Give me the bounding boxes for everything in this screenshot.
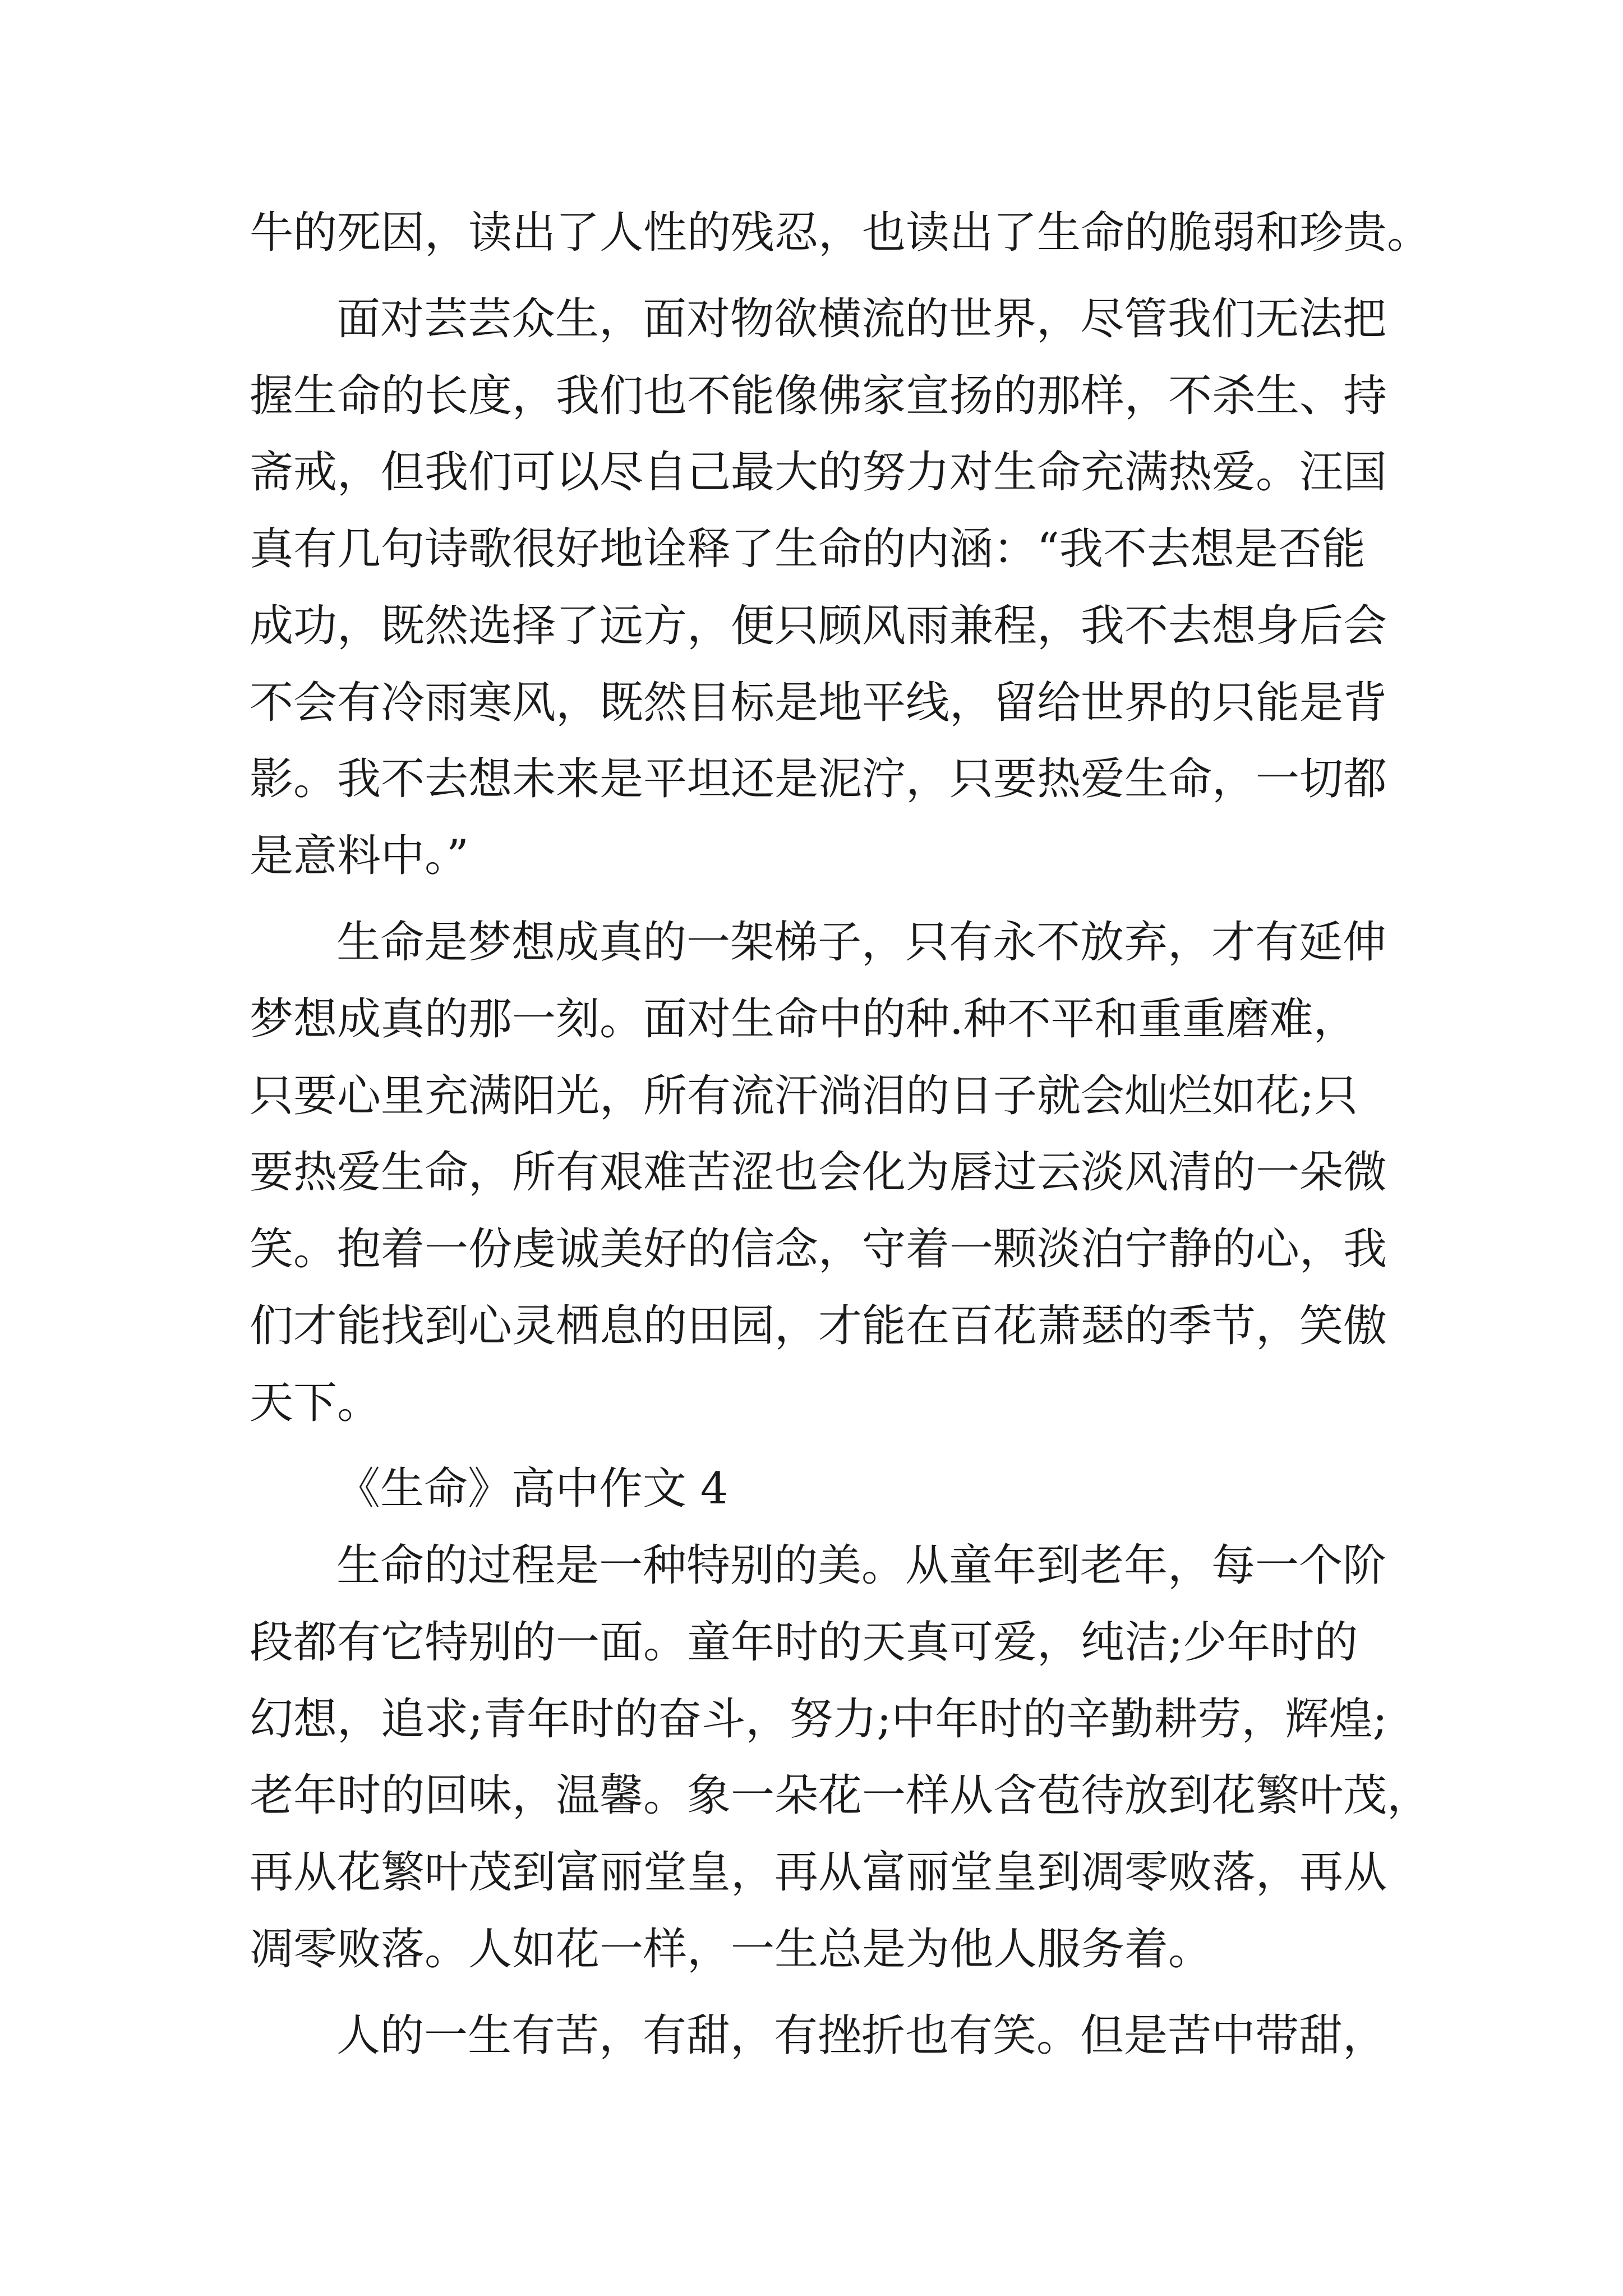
paragraph-first-line: 人的一生有苦，有甜，有挫折也有笑。但是苦中带甜，: [336, 2010, 1387, 2061]
text-line: 们才能找到心灵栖息的田园，才能在百花萧瑟的季节，笑傲: [250, 1301, 1387, 1351]
text-line: 再从花繁叶茂到富丽堂皇，再从富丽堂皇到凋零败落，再从: [250, 1847, 1387, 1898]
text-line: 天下。: [250, 1378, 381, 1428]
text-line: 只要心里充满阳光，所有流汗淌泪的日子就会灿烂如花;只: [250, 1071, 1358, 1121]
text-line: 真有几句诗歌很好地诠释了生命的内涵：“我不去想是否能: [250, 524, 1366, 574]
text-line: 老年时的回味，温馨。象一朵花一样从含苞待放到花繁叶茂，: [250, 1770, 1431, 1821]
text-line: 牛的死因，读出了人性的残忍，也读出了生命的脆弱和珍贵。: [250, 208, 1431, 258]
paragraph-first-line: 生命是梦想成真的一架梯子，只有永不放弃，才有延伸: [336, 917, 1387, 968]
text-line: 要热爱生命，所有艰难苦涩也会化为唇过云淡风清的一朵微: [250, 1147, 1387, 1198]
text-line: 是意料中。”: [250, 831, 469, 881]
text-line: 笑。抱着一份虔诚美好的信念，守着一颗淡泊宁静的心，我: [250, 1224, 1387, 1274]
text-line: 梦想成真的那一刻。面对生命中的种.种不平和重重磨难，: [250, 994, 1357, 1045]
text-line: 影。我不去想未来是平坦还是泥泞，只要热爱生命，一切都: [250, 754, 1387, 804]
text-line: 成功，既然选择了远方，便只顾风雨兼程，我不去想身后会: [250, 601, 1387, 651]
text-line: 握生命的长度，我们也不能像佛家宣扬的那样，不杀生、持: [250, 371, 1387, 421]
text-line: 凋零败落。人如花一样，一生总是为他人服务着。: [250, 1924, 1212, 1975]
paragraph-first-line: 生命的过程是一种特别的美。从童年到老年，每一个阶: [336, 1540, 1387, 1591]
text-line: 不会有冷雨寒风，既然目标是地平线，留给世界的只能是背: [250, 678, 1387, 728]
text-line: 斋戒，但我们可以尽自己最大的努力对生命充满热爱。汪国: [250, 447, 1387, 498]
text-line: 幻想，追求;青年时的奋斗，努力;中年时的辛勤耕劳，辉煌;: [250, 1694, 1387, 1745]
paragraph-first-line: 面对芸芸众生，面对物欲横流的世界，尽管我们无法把: [336, 294, 1387, 344]
text-line: 段都有它特别的一面。童年时的天真可爱，纯洁;少年时的: [250, 1617, 1358, 1668]
section-heading: 《生命》高中作文 4: [336, 1464, 728, 1514]
